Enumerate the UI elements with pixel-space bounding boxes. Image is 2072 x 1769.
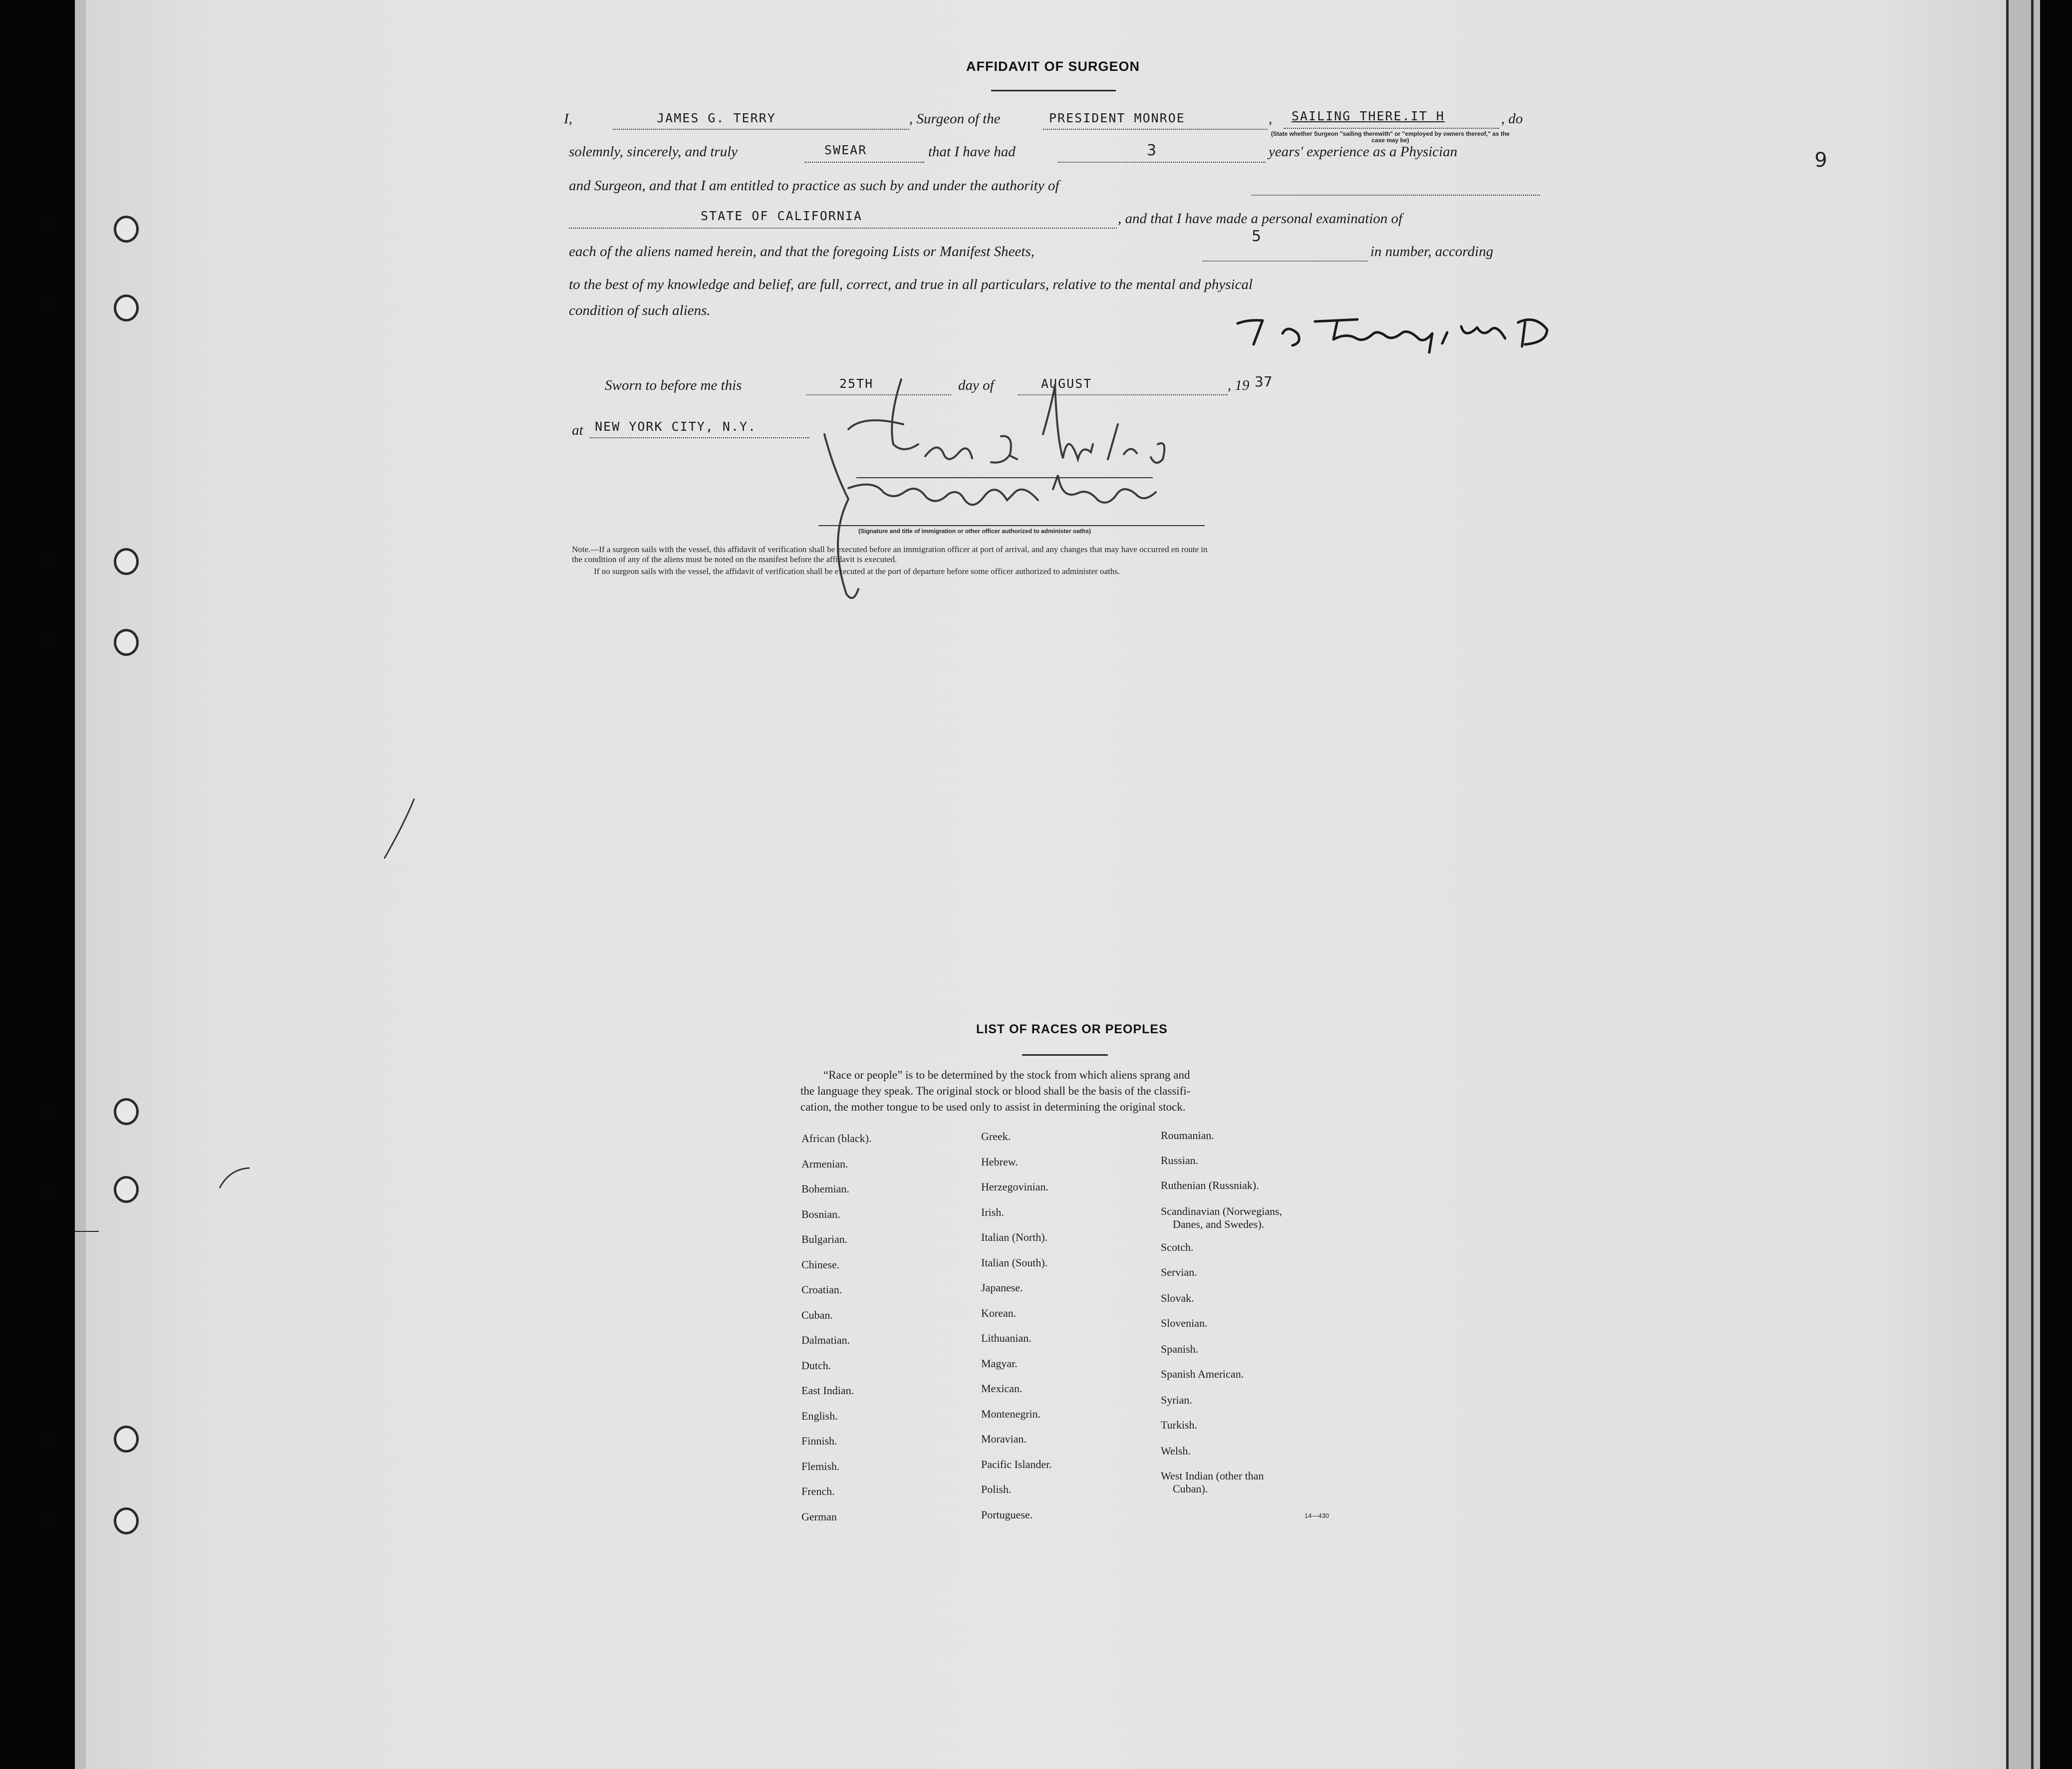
examination-sentence: , and that I have made a personal examination of [1118,211,1403,227]
oath-line [804,162,924,163]
vessel-name-line [1043,129,1268,130]
race-item: French. [801,1485,835,1497]
margin-tick [75,1231,99,1232]
solemnly-label: solemnly, sincerely, and truly [569,144,738,160]
do-label: , do [1501,111,1523,127]
sailing-status: SAILING THERE.IT H [1292,109,1445,123]
binding-hole-ring [114,629,139,656]
sheets-count-line [1203,261,1367,262]
race-item: Hebrew. [981,1155,1018,1168]
page-edge-line [2031,0,2034,1769]
condition-sentence: condition of such aliens. [569,302,711,318]
binding-hole [37,546,60,573]
race-item: Magyar. [981,1357,1018,1370]
race-item: Turkish. [1161,1419,1198,1431]
in-number-label: in number, according [1370,244,1494,260]
binding-hole-ring [114,295,139,321]
race-item: Russian. [1161,1154,1199,1167]
title-underline [991,90,1116,91]
race-item: Lithuanian. [981,1332,1032,1344]
affidavit-i: I, [564,111,572,127]
stray-pen-mark [215,1163,255,1193]
race-item: Finnish. [801,1435,837,1447]
sailing-parenthetical: (State whether Surgeon "sailing therewith" or "employed by owners thereof," as the case may be) [1271,130,1510,144]
race-item: Greek. [981,1130,1011,1143]
year-suffix: 37 [1255,373,1273,390]
sworn-label: Sworn to before me this [605,377,742,393]
race-item: Flemish. [801,1460,840,1473]
surgeon-signature [1228,309,1557,354]
race-item: Montenegrin. [981,1407,1041,1420]
race-item: African (black). [801,1132,872,1145]
binding-hole-ring [114,1426,139,1453]
race-item: Bosnian. [801,1207,840,1220]
race-item: Spanish American. [1161,1368,1244,1380]
form-number: 14—430 [1304,1512,1329,1519]
surgeon-of-the-label: , Surgeon of the [909,111,1001,127]
race-item: Polish. [981,1483,1012,1495]
binding-hole [37,293,60,319]
that-i-have-had-label: that I have had [928,144,1016,160]
vessel-name: PRESIDENT MONROE [1049,111,1185,125]
binding-hole-ring [114,548,139,575]
race-item: Bulgarian. [801,1233,848,1245]
binding-hole-ring [114,1176,139,1203]
race-item: Cuban. [801,1308,833,1321]
note-line-2: the condition of any of the aliens must be noted on the manifest before the affidavit is executed. [572,555,897,564]
race-item: Herzegovinian. [981,1180,1048,1193]
race-item: German [801,1510,837,1523]
binding-hole-ring [114,1507,139,1534]
race-item: East Indian. [801,1384,854,1397]
affidavit-title: AFFIDAVIT OF SURGEON [966,59,1140,74]
race-item: Irish. [981,1205,1004,1218]
race-item: Syrian. [1161,1394,1192,1406]
race-item: Bohemian. [801,1182,849,1195]
race-item: West Indian (other than Cuban). [1161,1470,1264,1495]
binding-hole [37,1176,60,1203]
experience-label: years' experience as a Physician [1269,144,1458,160]
surgeon-name: JAMES G. TERRY [657,111,776,125]
race-item: Italian (North). [981,1231,1048,1243]
sheets-count: 5 [1252,228,1262,245]
binding-hole [37,213,60,240]
race-item: Servian. [1161,1266,1197,1278]
stray-pen-mark [379,794,419,864]
race-item: Slovenian. [1161,1317,1208,1329]
races-title: LIST OF RACES OR PEOPLES [976,1022,1168,1036]
authority-sentence: and Surgeon, and that I am entitled to practice as such by and under the authority of [569,178,1059,194]
race-item: Dutch. [801,1359,831,1372]
sworn-month: AUGUST [1041,376,1092,391]
page-edge-shadow [2006,0,2040,1769]
day-of-label: day of [958,377,994,393]
sworn-place: NEW YORK CITY, N.Y. [595,419,757,434]
oath-type: SWEAR [824,143,867,157]
race-item: Slovak. [1161,1292,1194,1304]
race-item: Italian (South). [981,1256,1048,1269]
race-item: Scandinavian (Norwegians, Danes, and Swedes). [1161,1205,1283,1230]
race-item: Chinese. [801,1258,840,1271]
race-item: Welsh. [1161,1445,1191,1457]
note-line-1: Note.—If a surgeon sails with the vessel, this affidavit of verification shall be executed before an immigration officer at port of arrival, and any changes that may have occurred en route in [572,545,1208,554]
binding-hole [37,1424,60,1451]
race-item: Ruthenian (Russniak). [1161,1179,1259,1191]
race-item: Japanese. [981,1281,1023,1294]
officer-signature-caption: (Signature and title of immigration or other officer authorized to administer oaths) [858,528,1091,535]
races-intro-line-1: “Race or people” is to be determined by the stock from which aliens sprang and [823,1069,1190,1081]
races-intro-line-3: cation, the mother tongue to be used only to assist in determining the original stock. [800,1101,1186,1113]
races-title-underline [1022,1054,1108,1056]
binding-hole [37,1505,60,1532]
belief-sentence: to the best of my knowledge and belief, are full, correct, and true in all particulars, relative to the mental and physical [569,277,1253,293]
page-edge-line [2006,0,2009,1769]
race-item: Croatian. [801,1283,842,1296]
race-item: Dalmatian. [801,1334,850,1346]
race-item: Moravian. [981,1433,1027,1445]
document-page [75,0,2040,1769]
sailing-line [1284,128,1499,129]
binding-hole-ring [114,216,139,243]
race-item: Korean. [981,1306,1017,1319]
note-line-3: If no surgeon sails with the vessel, the affidavit of verification shall be executed at the port of departure before some officer authorized to administer oaths. [594,567,1120,576]
sworn-place-line [590,437,809,438]
surgeon-name-line [613,129,909,130]
year-prefix: , 19 [1228,377,1250,393]
race-item: Armenian. [801,1157,848,1170]
page-number: 9 [1814,149,1827,172]
years-experience: 3 [1147,142,1157,159]
race-item: Roumanian. [1161,1129,1214,1142]
at-label: at [572,422,583,438]
officer-signature-line [856,477,1153,478]
binding-hole-ring [114,1098,139,1125]
race-item: Mexican. [981,1382,1023,1395]
binding-hole [37,1098,60,1125]
officer-title-line [818,525,1205,526]
race-item: English. [801,1409,838,1422]
page-left-margin [75,0,86,1769]
binding-hole [37,627,60,654]
foregoing-sentence: each of the aliens named herein, and that the foregoing Lists or Manifest Sheets, [569,244,1035,260]
race-item: Spanish. [1161,1343,1199,1355]
races-intro-line-2: the language they speak. The original stock or blood shall be the basis of the classifi- [800,1085,1191,1097]
authority-line [569,228,1117,229]
authority-name: STATE OF CALIFORNIA [701,209,862,223]
race-item: Pacific Islander. [981,1458,1052,1471]
sworn-day: 25TH [839,376,874,391]
race-item: Scotch. [1161,1241,1194,1253]
comma: , [1269,111,1273,127]
race-item: Portuguese. [981,1508,1033,1521]
authority-line-cont [1252,195,1540,196]
years-line [1058,162,1266,163]
